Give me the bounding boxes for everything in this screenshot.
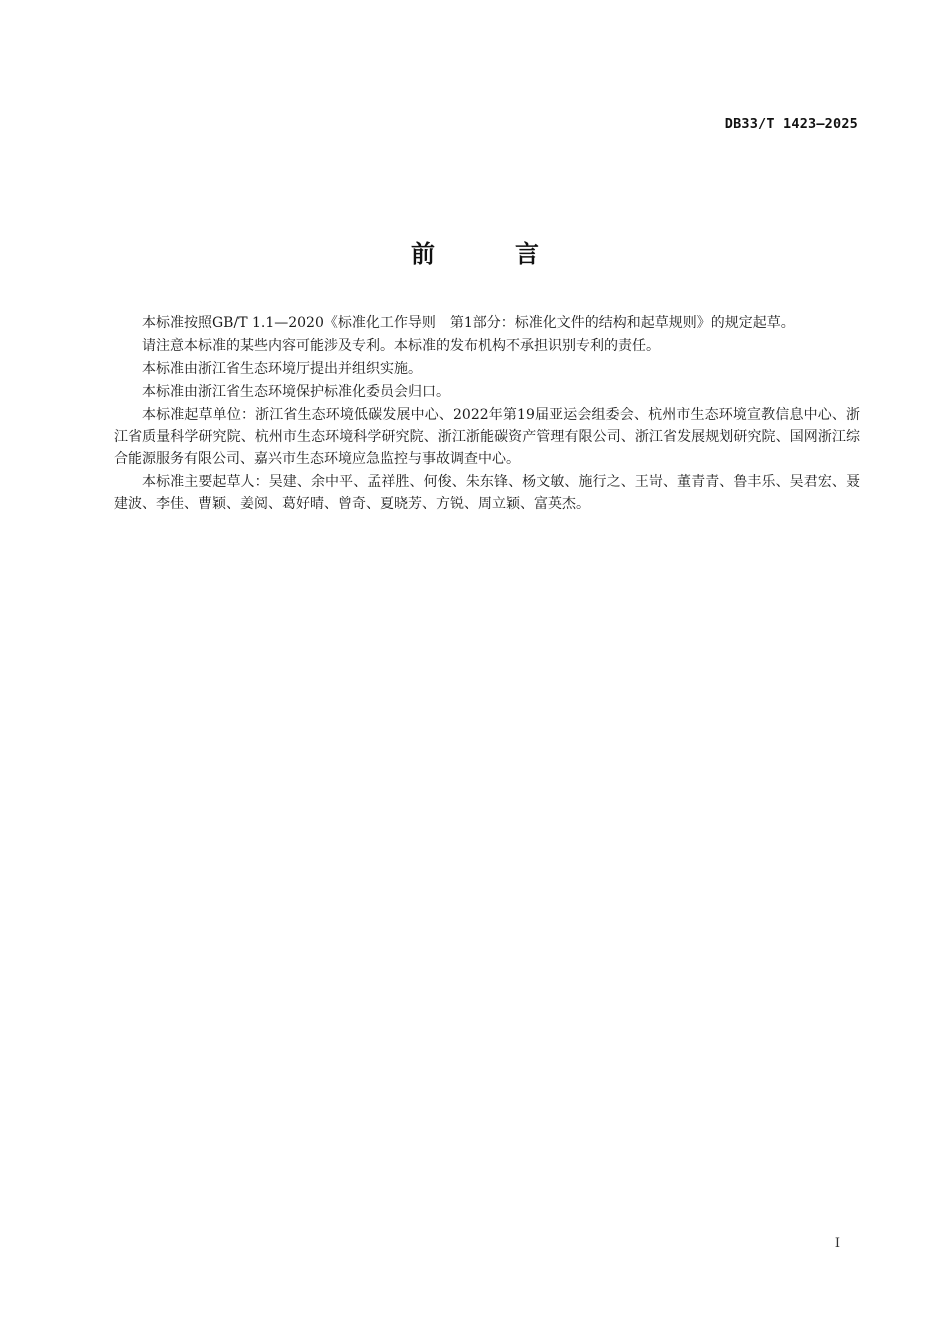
paragraph-drafting-rules: 本标准按照GB/T 1.1—2020《标准化工作导则 第1部分：标准化文件的结构和起草规则》的规定起草。 — [142, 315, 795, 331]
page-number: I — [834, 1236, 840, 1251]
paragraph-drafters: 本标准主要起草人：吴建、余中平、孟祥胜、何俊、朱东锋、杨文敏、施行之、王岢、董青青、鲁丰乐、吴君宏、聂建波、李佳、曹颖、姜阅、葛好晴、曾奇、夏晓芳、方锐、周立颖、富英杰。 — [114, 474, 860, 512]
paragraph-committee: 本标准由浙江省生态环境保护标准化委员会归口。 — [142, 384, 450, 400]
paragraph-patent-notice: 请注意本标准的某些内容可能涉及专利。本标准的发布机构不承担识别专利的责任。 — [142, 338, 660, 354]
page-title: 前 言 — [411, 240, 567, 268]
paragraph-drafting-units: 本标准起草单位：浙江省生态环境低碳发展中心、2022年第19届亚运会组委会、杭州市生态环境宣教信息中心、浙江省质量科学研究院、杭州市生态环境科学研究院、浙江浙能碳资产管理有限公司、浙江省发展规划研究院、国网浙江综合能源服务有限公司、嘉兴市生态环境应急监控与事故调查中心。 — [114, 407, 860, 467]
paragraph-proposer: 本标准由浙江省生态环境厅提出并组织实施。 — [142, 361, 422, 377]
foreword-body — [114, 312, 860, 516]
standard-code: DB33/T 1423—2025 — [724, 116, 858, 132]
